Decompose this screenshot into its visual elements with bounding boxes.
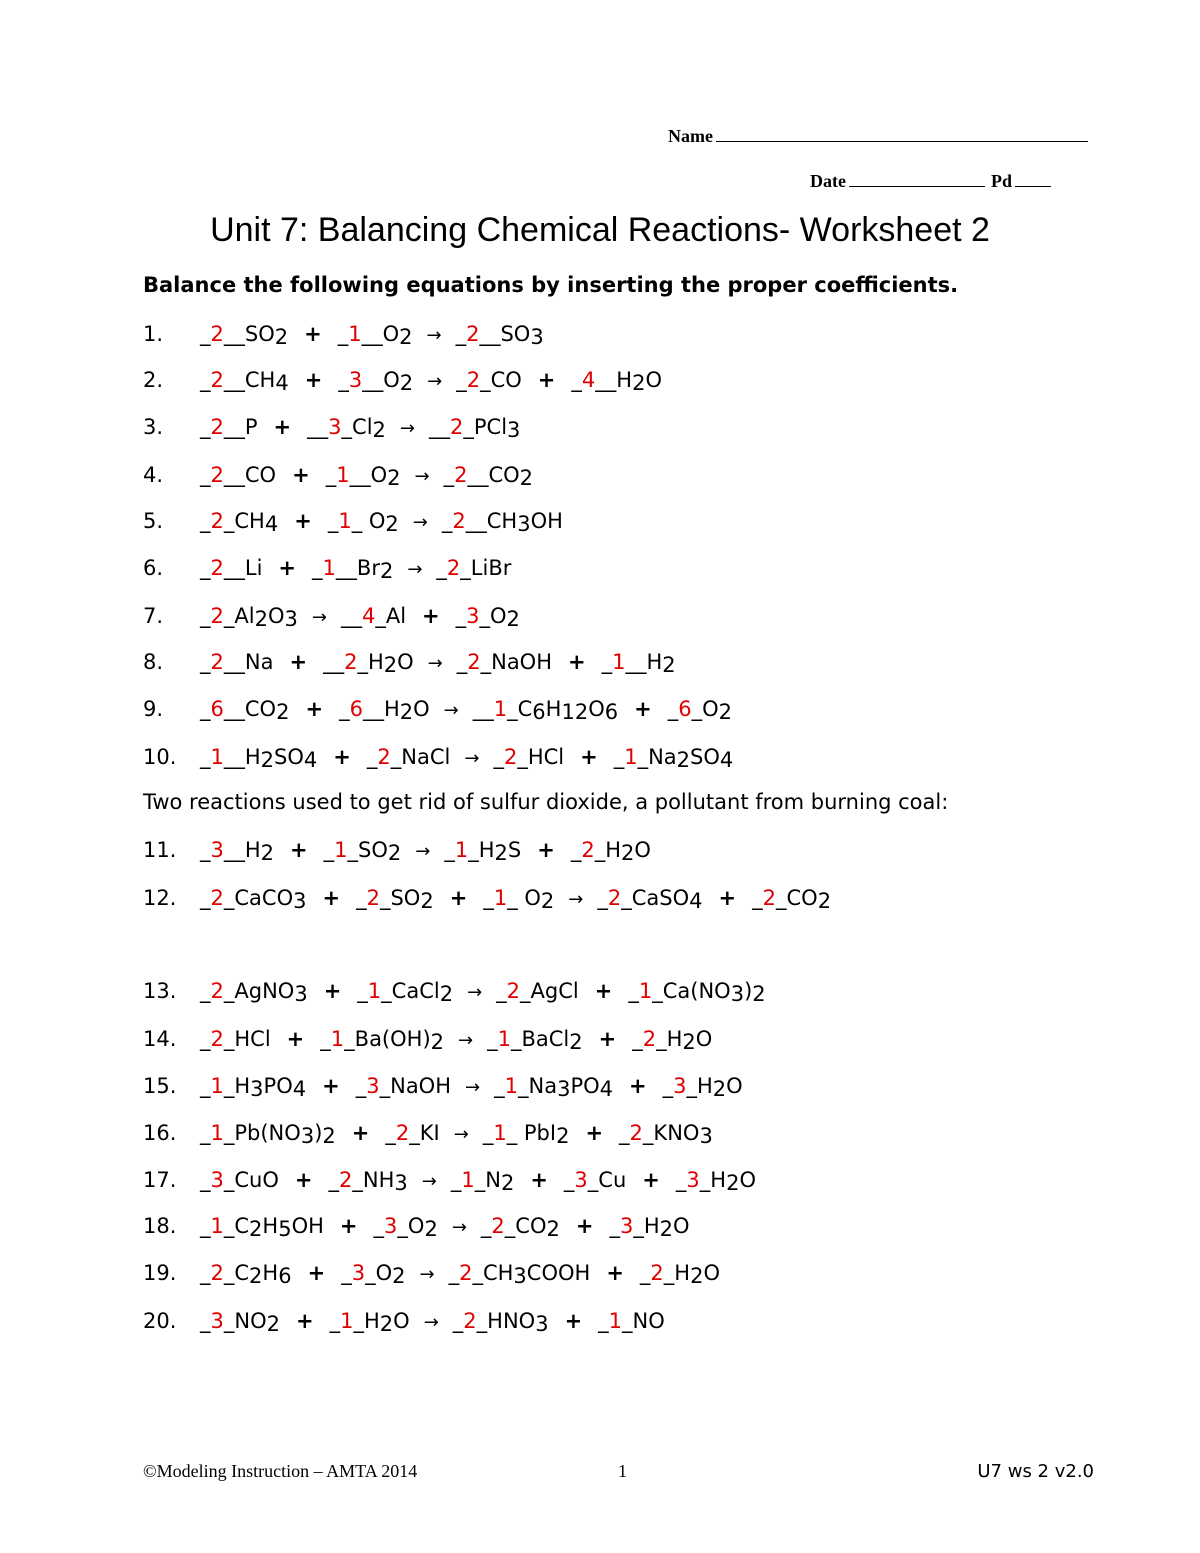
equation-term: _3_CuO <box>200 1168 279 1192</box>
plus-sign: + <box>564 1309 583 1333</box>
plus-sign: + <box>537 838 555 862</box>
equation-term: _1_NO <box>598 1309 665 1333</box>
coefficient-answer[interactable]: 2 <box>650 1261 664 1285</box>
coefficient-answer[interactable]: 2 <box>210 368 224 392</box>
equation-term: $\_1\_C_2H_5OH$ <box>200 1214 324 1241</box>
equation-term: _2_KI <box>385 1121 440 1145</box>
equation-term: $\_2\_H_2O$ <box>632 1027 713 1054</box>
coefficient-answer[interactable]: 4 <box>581 368 596 392</box>
equation-number: 10. <box>143 745 177 769</box>
coefficient-answer[interactable]: 3 <box>348 368 363 392</box>
equation-term: $\_2\_H_2O$ <box>570 838 651 865</box>
coefficient-answer[interactable]: 2 <box>446 556 461 580</box>
coefficient-answer[interactable]: 2 <box>210 1261 224 1285</box>
plus-sign: + <box>422 604 440 628</box>
equation-term: $\_3\_H_2O$ <box>662 1074 743 1101</box>
plus-sign: + <box>634 697 652 721</box>
plus-sign: + <box>594 979 613 1003</box>
equation-term: $\_1\_SO_2$ <box>323 838 402 865</box>
equation-number: 3. <box>143 415 164 439</box>
plus-sign: + <box>290 838 308 862</box>
equation-number: 8. <box>143 650 164 674</box>
coefficient-answer[interactable]: 3 <box>574 1168 588 1192</box>
equation-row <box>143 838 651 872</box>
reaction-arrow: → <box>399 418 415 439</box>
reaction-arrow: → <box>407 559 423 580</box>
equation-term: $\_2\_Al_2O_3$ <box>200 604 298 631</box>
equation-number: 14. <box>143 1027 177 1051</box>
equation-number: 20. <box>143 1309 177 1333</box>
reaction-arrow: → <box>467 982 483 1003</box>
equation-number: 12. <box>143 886 177 910</box>
equation-term: $\_1\_\_O_2$ <box>337 322 413 349</box>
coefficient-answer[interactable]: 2 <box>459 1261 473 1285</box>
plus-sign: + <box>278 556 297 580</box>
plus-sign: + <box>286 1027 305 1051</box>
equation-term: $\_3\_NO_2$ <box>200 1309 280 1336</box>
pd-blank[interactable] <box>1015 171 1051 187</box>
date-label: Date <box>810 171 846 191</box>
equation-row <box>143 745 733 779</box>
equation-term: $\_2\_CO_2$ <box>752 886 832 913</box>
equation-number: 18. <box>143 1214 177 1238</box>
equation-term: $\_3\_H_2O$ <box>609 1214 690 1241</box>
plus-sign: + <box>304 368 323 392</box>
coefficient-answer[interactable]: 1 <box>493 697 508 721</box>
equation-term: $\_1\_\_O_2$ <box>325 463 401 490</box>
coefficient-answer[interactable]: 2 <box>463 1309 477 1333</box>
reaction-arrow: → <box>415 841 431 862</box>
coefficient-answer[interactable]: 2 <box>210 463 224 487</box>
plus-sign: + <box>304 322 322 346</box>
coefficient-answer[interactable]: 3 <box>210 838 224 862</box>
coefficient-answer[interactable]: 1 <box>608 1309 623 1333</box>
equation-term: _1_BaCl$_2$ <box>487 1027 583 1054</box>
equation-term: $\_2\_\_CO_2$ <box>443 463 534 490</box>
coefficient-answer[interactable]: 1 <box>348 322 362 346</box>
plus-sign: + <box>322 1074 340 1098</box>
reaction-arrow: → <box>423 1312 439 1333</box>
equation-row <box>143 1309 665 1343</box>
coefficient-answer[interactable]: 2 <box>467 650 481 674</box>
coefficient-answer[interactable]: 6 <box>210 697 224 721</box>
coefficient-answer[interactable]: 3 <box>366 1074 380 1098</box>
equation-number: 13. <box>143 979 177 1003</box>
equation-term: $\_3\_\_H_2$ <box>200 838 275 865</box>
coefficient-answer[interactable]: 1 <box>210 1074 224 1098</box>
date-blank[interactable] <box>849 171 985 187</box>
section-note: Two reactions used to get rid of sulfur dioxide, a pollutant from burning coal: <box>143 790 949 814</box>
equation-row <box>143 1214 690 1248</box>
equation-row <box>143 1027 712 1061</box>
reaction-arrow: → <box>412 512 428 533</box>
coefficient-answer[interactable]: 1 <box>504 1074 518 1098</box>
coefficient-answer[interactable]: 1 <box>334 838 348 862</box>
plus-sign: + <box>322 886 341 910</box>
coefficient-answer[interactable]: 6 <box>349 697 363 721</box>
coefficient-answer[interactable]: 1 <box>340 1309 354 1333</box>
coefficient-answer[interactable]: 3 <box>351 1261 366 1285</box>
plus-sign: + <box>307 1261 326 1285</box>
equation-number: 9. <box>143 697 164 721</box>
equation-row <box>143 650 676 684</box>
equation-term: $\_1\_H_3PO_4$ <box>200 1074 307 1101</box>
equation-term: $\_2\_H_2O$ <box>639 1261 720 1288</box>
equation-term: $\_3\_O_2$ <box>341 1261 406 1288</box>
equation-term: $\_1\_H_2S$ <box>444 838 522 865</box>
footer-copyright: ©Modeling Instruction – AMTA 2014 <box>143 1461 418 1481</box>
coefficient-answer[interactable]: 1 <box>322 556 336 580</box>
plus-sign: + <box>598 1027 617 1051</box>
equation-term: $\_2\_\_SO_2$ <box>200 322 289 349</box>
coefficient-answer[interactable]: 1 <box>336 463 350 487</box>
plus-sign: + <box>294 1168 313 1192</box>
equation-term: _2_HCl <box>200 1027 271 1051</box>
plus-sign: + <box>273 415 292 439</box>
equation-term: $\_2\_KNO_3$ <box>619 1121 713 1148</box>
plus-sign: + <box>718 886 737 910</box>
coefficient-answer[interactable]: 2 <box>210 979 224 1003</box>
coefficient-answer[interactable]: 2 <box>366 886 380 910</box>
equation-row <box>143 322 544 356</box>
plus-sign: + <box>575 1214 594 1238</box>
plus-sign: + <box>333 745 351 769</box>
coefficient-answer[interactable]: 1 <box>210 1214 224 1238</box>
coefficient-answer[interactable]: 2 <box>395 1121 410 1145</box>
date-pd-field[interactable] <box>810 171 1051 192</box>
equation-row <box>143 604 520 638</box>
equation-term: $\_1\_\_Br_2$ <box>312 556 394 583</box>
equation-term: $\_2\_CH_4$ <box>200 509 279 536</box>
coefficient-answer[interactable]: 3 <box>210 1309 224 1333</box>
equation-term: $\_1\_Ba(OH)_2$ <box>320 1027 445 1054</box>
coefficient-answer[interactable]: 2 <box>377 745 391 769</box>
coefficient-answer[interactable]: 1 <box>461 1168 475 1192</box>
coefficient-answer[interactable]: 4 <box>361 604 376 628</box>
plus-sign: + <box>305 697 324 721</box>
equation-number: 2. <box>143 368 164 392</box>
equation-term: _1_ $O_2$ <box>327 509 399 536</box>
equation-term: $\_3\_O_2$ <box>455 604 520 631</box>
equation-term: $\_\_3\_Cl_2$ <box>307 415 386 442</box>
plus-sign: + <box>606 1261 624 1285</box>
coefficient-answer[interactable]: 2 <box>210 509 224 533</box>
reaction-arrow: → <box>414 466 430 487</box>
equation-term: _2__Na <box>200 650 274 674</box>
coefficient-answer[interactable]: 2 <box>581 838 595 862</box>
coefficient-answer[interactable]: 2 <box>210 556 224 580</box>
equation-term: __4_Al <box>340 604 407 628</box>
plus-sign: + <box>530 1168 548 1192</box>
plus-sign: + <box>339 1214 358 1238</box>
equation-row <box>143 1121 713 1155</box>
plus-sign: + <box>323 979 342 1003</box>
equation-term: $\_2\_NH_3$ <box>328 1168 408 1195</box>
coefficient-answer[interactable]: 2 <box>503 745 518 769</box>
equation-term: $\_1\_\_H_2$ <box>601 650 676 677</box>
coefficient-answer[interactable]: 1 <box>338 509 352 533</box>
equation-row <box>143 1074 743 1108</box>
equation-number: 5. <box>143 509 164 533</box>
coefficient-answer[interactable]: 3 <box>686 1168 700 1192</box>
equation-term: _2_AgCl <box>496 979 579 1003</box>
equation-term: _2__CO <box>200 463 277 487</box>
plus-sign: + <box>292 463 310 487</box>
reaction-arrow: → <box>427 371 443 392</box>
equation-row <box>143 415 520 449</box>
equation-term: $\_1\_Na_2SO_4$ <box>613 745 734 772</box>
coefficient-answer[interactable]: 3 <box>210 1168 224 1192</box>
equation-term: _2_HCl <box>493 745 565 769</box>
coefficient-answer[interactable]: 2 <box>607 886 622 910</box>
plus-sign: + <box>585 1121 604 1145</box>
coefficient-answer[interactable]: 1 <box>612 650 626 674</box>
equation-term: _2__P <box>200 415 258 439</box>
coefficient-answer[interactable]: 1 <box>330 1027 345 1051</box>
instructions: Balance the following equations by inserting the proper coefficients. <box>143 273 959 297</box>
equation-term: $\_1\_\_H_2SO_4$ <box>200 745 318 772</box>
equation-row <box>143 979 766 1013</box>
equation-term: $\_6\_O_2$ <box>667 697 732 724</box>
equation-term: $\_2\_CO_2$ <box>480 1214 560 1241</box>
footer-page-number: 1 <box>618 1461 627 1481</box>
plus-sign: + <box>296 1309 314 1333</box>
plus-sign: + <box>568 650 586 674</box>
equation-term: _2_CaSO$_4$ <box>597 886 703 913</box>
page-title: Unit 7: Balancing Chemical Reactions- Worksheet 2 <box>210 211 990 249</box>
name-blank[interactable] <box>716 126 1088 142</box>
equation-number: 4. <box>143 463 164 487</box>
coefficient-answer[interactable]: 2 <box>339 1168 353 1192</box>
footer-version: U7 ws 2 v2.0 <box>977 1461 1094 1482</box>
coefficient-answer[interactable]: 3 <box>466 604 480 628</box>
coefficient-answer[interactable]: 1 <box>210 1121 224 1145</box>
coefficient-answer[interactable]: 2 <box>210 322 224 346</box>
name-label: Name <box>668 126 713 146</box>
coefficient-answer[interactable]: 1 <box>493 886 508 910</box>
reaction-arrow: → <box>421 1171 437 1192</box>
equation-row <box>143 368 662 402</box>
coefficient-answer[interactable]: 2 <box>210 1027 224 1051</box>
equation-term: $\_2\_\_SO_3$ <box>455 322 544 349</box>
equation-row <box>143 1168 756 1202</box>
equation-term: $\_1\_Pb(NO_3)_2$ <box>200 1121 336 1148</box>
equation-number: 16. <box>143 1121 177 1145</box>
coefficient-answer[interactable]: 2 <box>506 979 521 1003</box>
equation-term: _2_CO <box>456 368 522 392</box>
reaction-arrow: → <box>426 325 442 346</box>
coefficient-answer[interactable]: 2 <box>210 604 224 628</box>
coefficient-answer[interactable]: 2 <box>210 650 224 674</box>
coefficient-answer[interactable]: 3 <box>619 1214 634 1238</box>
equation-number: 7. <box>143 604 164 628</box>
equation-row <box>143 463 533 497</box>
coefficient-answer[interactable]: 2 <box>344 650 358 674</box>
equation-term: $\_6\_\_H_2O$ <box>339 697 430 724</box>
equation-term: _1_ PbI$_2$ <box>482 1121 570 1148</box>
equation-row <box>143 886 831 920</box>
equation-row <box>143 556 511 590</box>
coefficient-answer[interactable]: 2 <box>762 886 777 910</box>
equation-term: $\_2\_\_CH_3OH$ <box>441 509 563 536</box>
equation-number: 11. <box>143 838 177 862</box>
equation-term: $\_\_1\_C_6H_{12}O_6$ <box>472 697 619 724</box>
equation-number: 6. <box>143 556 164 580</box>
equation-term: $\_3\_O_2$ <box>373 1214 438 1241</box>
reaction-arrow: → <box>443 700 459 721</box>
coefficient-answer[interactable]: 2 <box>629 1121 643 1145</box>
equation-row <box>143 1261 720 1295</box>
equation-row <box>143 697 732 731</box>
plus-sign: + <box>351 1121 370 1145</box>
coefficient-answer[interactable]: 1 <box>624 745 638 769</box>
equation-term: $\_2\_SO_2$ <box>356 886 434 913</box>
equation-term: $\_3\_H_2O$ <box>675 1168 756 1195</box>
equation-term: _2_NaCl <box>366 745 451 769</box>
coefficient-answer[interactable]: 3 <box>328 415 342 439</box>
coefficient-answer[interactable]: 3 <box>384 1214 398 1238</box>
plus-sign: + <box>642 1168 660 1192</box>
coefficient-answer[interactable]: 2 <box>210 415 224 439</box>
equation-term: $\_1\_N_2$ <box>450 1168 515 1195</box>
reaction-arrow: → <box>419 1264 435 1285</box>
coefficient-answer[interactable]: 2 <box>642 1027 657 1051</box>
coefficient-answer[interactable]: 1 <box>638 979 653 1003</box>
equation-term: $\_2\_\_CH_4$ <box>200 368 289 395</box>
equation-term: $\_1\_Ca(NO_3)_2$ <box>628 979 766 1006</box>
equation-term: $\_1\_Na_3PO_4$ <box>494 1074 614 1101</box>
coefficient-answer[interactable]: 2 <box>450 415 464 439</box>
plus-sign: + <box>289 650 308 674</box>
coefficient-answer[interactable]: 2 <box>452 509 466 533</box>
equation-term: $\_2\_CH_3COOH$ <box>448 1261 591 1288</box>
equation-number: 1. <box>143 322 164 346</box>
equation-term: $\_3\_\_O_2$ <box>338 368 414 395</box>
coefficient-answer[interactable]: 2 <box>454 463 468 487</box>
coefficient-answer[interactable]: 1 <box>210 745 224 769</box>
equation-term: __2_PCl$_3$ <box>429 415 521 442</box>
equation-term: $\_2\_HNO_3$ <box>452 1309 549 1336</box>
reaction-arrow: → <box>311 607 327 628</box>
plus-sign: + <box>629 1074 647 1098</box>
equation-term: $\_1\_H_2O$ <box>329 1309 410 1336</box>
coefficient-answer[interactable]: 3 <box>673 1074 687 1098</box>
reaction-arrow: → <box>464 748 480 769</box>
equation-number: 17. <box>143 1168 177 1192</box>
reaction-arrow: → <box>568 889 584 910</box>
coefficient-answer[interactable]: 6 <box>678 697 692 721</box>
coefficient-answer[interactable]: 1 <box>497 1027 511 1051</box>
equation-term: _2_CaCO$_3$ <box>200 886 307 913</box>
coefficient-answer[interactable]: 2 <box>466 322 480 346</box>
equation-term: $\_2\_C_2H_6$ <box>200 1261 292 1288</box>
coefficient-answer[interactable]: 1 <box>454 838 469 862</box>
coefficient-answer[interactable]: 2 <box>210 886 224 910</box>
name-field[interactable] <box>668 126 1088 147</box>
plus-sign: + <box>580 745 598 769</box>
equation-term: _3_Cu <box>563 1168 627 1192</box>
equation-term: _2_LiBr <box>436 556 512 580</box>
reaction-arrow: → <box>427 653 443 674</box>
reaction-arrow: → <box>465 1077 481 1098</box>
equation-row <box>143 509 563 543</box>
equation-number: 15. <box>143 1074 177 1098</box>
plus-sign: + <box>537 368 556 392</box>
equation-term: $\_4\_\_H_2O$ <box>571 368 662 395</box>
plus-sign: + <box>294 509 312 533</box>
equation-term: _1_ $O_2$ <box>483 886 555 913</box>
coefficient-answer[interactable]: 2 <box>491 1214 505 1238</box>
equation-term: $\_6\_\_CO_2$ <box>200 697 290 724</box>
reaction-arrow: → <box>458 1030 474 1051</box>
reaction-arrow: → <box>453 1124 469 1145</box>
equation-term: _2__Li <box>200 556 263 580</box>
equation-term: _2_AgNO$_3$ <box>200 979 308 1006</box>
pd-label: Pd <box>990 171 1012 191</box>
equation-number: 19. <box>143 1261 177 1285</box>
equation-term: _3_NaOH <box>355 1074 452 1098</box>
coefficient-answer[interactable]: 2 <box>466 368 481 392</box>
coefficient-answer[interactable]: 1 <box>367 979 382 1003</box>
coefficient-answer[interactable]: 1 <box>493 1121 507 1145</box>
equation-term: _2_NaOH <box>456 650 553 674</box>
plus-sign: + <box>449 886 468 910</box>
equation-term: _1_CaCl$_2$ <box>357 979 454 1006</box>
equation-term: $\_\_2\_H_2O$ <box>323 650 414 677</box>
reaction-arrow: → <box>451 1217 467 1238</box>
